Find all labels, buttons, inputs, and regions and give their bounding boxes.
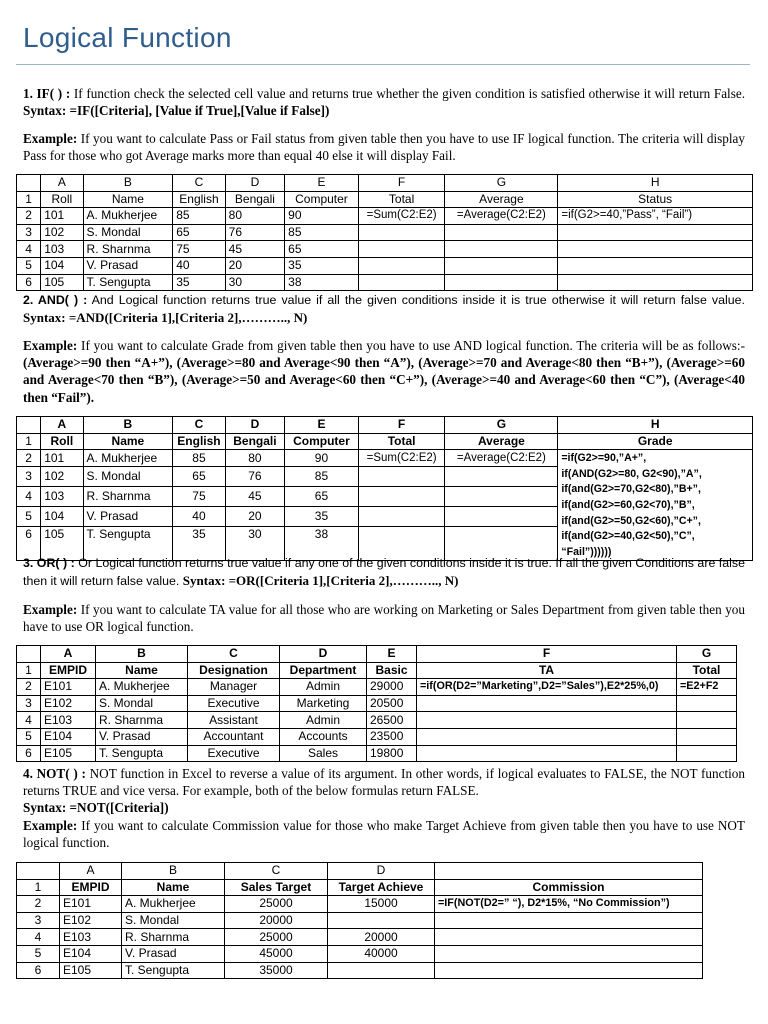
col-letter: E <box>285 417 359 434</box>
table-cell: T. Sengupta <box>122 962 225 979</box>
if-example-label: Example: <box>23 131 78 146</box>
table-cell: 4 <box>17 241 41 258</box>
column-letter-row <box>17 175 753 192</box>
table-cell: Basic <box>367 662 417 679</box>
table-cell <box>677 695 737 712</box>
table-row <box>17 208 753 225</box>
table-cell: 85 <box>173 208 225 225</box>
table-cell: V. Prasad <box>96 728 188 745</box>
table-cell: Admin <box>280 712 367 729</box>
col-letter: H <box>558 175 753 192</box>
table-cell: S. Mondal <box>96 695 188 712</box>
table-cell: E102 <box>41 695 96 712</box>
table-cell: 35 <box>173 527 225 561</box>
table-cell: EMPID <box>60 879 122 896</box>
not-heading: 4. NOT( ) : <box>23 766 86 781</box>
table-cell: E105 <box>60 962 122 979</box>
table-cell: 35 <box>285 507 359 527</box>
table-cell: 3 <box>17 912 60 929</box>
table-cell: B <box>96 646 188 663</box>
if-heading: 1. IF( ) : <box>23 86 71 101</box>
header-cell: Roll <box>41 433 83 450</box>
header-cell: Total <box>358 191 445 208</box>
table-cell: E104 <box>41 728 96 745</box>
table-cell: 20000 <box>225 912 328 929</box>
table-cell <box>417 695 677 712</box>
table-cell <box>17 175 41 192</box>
table-cell: 29000 <box>367 679 417 696</box>
title-divider <box>16 64 750 65</box>
and-example-label: Example: <box>23 338 78 353</box>
table-cell: 5 <box>17 728 41 745</box>
col-letter: G <box>445 175 558 192</box>
table-cell: 40 <box>173 507 225 527</box>
table-row <box>17 257 753 274</box>
table-cell: 85 <box>285 466 359 486</box>
table-cell: 5 <box>17 507 41 527</box>
table-cell <box>358 466 445 486</box>
table-cell: Admin <box>280 679 367 696</box>
table-cell <box>358 486 445 506</box>
header-cell: Bengali <box>225 433 284 450</box>
table-cell: 80 <box>225 450 284 467</box>
table-cell <box>328 912 435 929</box>
table-cell: 65 <box>285 486 359 506</box>
table-cell: R. Sharnma <box>122 929 225 946</box>
table-cell: Accountant <box>188 728 280 745</box>
table-cell: 26500 <box>367 712 417 729</box>
table-cell: 23500 <box>367 728 417 745</box>
and-syntax: Syntax: =AND([Criteria 1],[Criteria 2],……….., N) <box>23 310 308 326</box>
table-cell: =Average(C2:E2) <box>445 450 558 467</box>
table-cell: 65 <box>173 466 225 486</box>
table-cell: 80 <box>225 208 284 225</box>
and-description <box>23 292 745 327</box>
table-cell: 5 <box>17 945 60 962</box>
header-row <box>17 433 753 450</box>
table-cell: =Sum(C2:E2) <box>358 450 445 467</box>
table-cell: E102 <box>60 912 122 929</box>
table-row <box>17 695 737 712</box>
col-letter: B <box>83 175 173 192</box>
table-cell: 25000 <box>225 929 328 946</box>
table-cell: A. Mukherjee <box>83 450 173 467</box>
table-cell <box>435 962 703 979</box>
table-cell: 35000 <box>225 962 328 979</box>
table-cell <box>358 507 445 527</box>
col-letter: A <box>41 175 83 192</box>
formula-line: if(AND(G2>=80, G2<90),”A”, <box>561 467 702 480</box>
column-letter-row <box>17 417 753 434</box>
table-cell: C <box>225 863 328 880</box>
table-cell: 6 <box>17 745 41 762</box>
table-row <box>17 224 753 241</box>
table-cell: 6 <box>17 527 41 561</box>
table-row <box>17 962 703 979</box>
table-cell: 20000 <box>328 929 435 946</box>
table-cell: Commission <box>435 879 703 896</box>
table-cell <box>358 274 445 291</box>
header-cell: Name <box>83 433 173 450</box>
table-cell: E103 <box>41 712 96 729</box>
or-example-text: If you want to calculate TA value for all those who are working on Marketing or Sales Department from given table then you have to use OR logical function. <box>23 602 745 635</box>
table-cell: 35 <box>285 257 359 274</box>
if-description <box>23 85 745 119</box>
table-cell: 76 <box>225 224 284 241</box>
table-cell: S. Mondal <box>83 466 173 486</box>
table-cell: 45 <box>225 241 284 258</box>
and-text: And Logical function returns true value if all the given conditions inside it is true otherwise it will return false value. <box>87 293 745 307</box>
table-cell: Accounts <box>280 728 367 745</box>
header-cell: Roll <box>41 191 83 208</box>
table-cell: 38 <box>285 274 359 291</box>
table-cell <box>435 912 703 929</box>
table-cell: 65 <box>173 224 225 241</box>
header-cell: English <box>173 433 225 450</box>
table-cell: S. Mondal <box>122 912 225 929</box>
table-cell <box>417 712 677 729</box>
table-cell: EMPID <box>41 662 96 679</box>
table-cell: F <box>417 646 677 663</box>
and-example-text: If you want to calculate Grade from given table then you have to use AND logical function. The criteria will be as follows:- <box>77 338 745 353</box>
table-cell: 6 <box>17 962 60 979</box>
table-cell: S. Mondal <box>83 224 173 241</box>
header-cell: Average <box>445 191 558 208</box>
table-cell: Target Achieve <box>328 879 435 896</box>
table-cell: Sales Target <box>225 879 328 896</box>
table-cell: 90 <box>285 450 359 467</box>
table-cell <box>445 466 558 486</box>
table-row <box>17 679 737 696</box>
table-cell <box>677 712 737 729</box>
not-example-label: Example: <box>23 817 78 833</box>
table-cell <box>558 257 753 274</box>
header-cell: Computer <box>285 191 359 208</box>
col-letter: F <box>358 175 445 192</box>
formula-line: if(and(G2>=70,G2<80),”B+”, <box>561 483 701 496</box>
if-text: If function check the selected cell value and returns true whether the given condition is satisfied otherwise it will return False. <box>70 86 745 101</box>
or-example-label: Example: <box>23 602 78 617</box>
table-cell: Total <box>677 662 737 679</box>
header-cell: Name <box>83 191 173 208</box>
table-cell: =Average(C2:E2) <box>445 208 558 225</box>
table-cell: TA <box>417 662 677 679</box>
table-cell: 3 <box>17 695 41 712</box>
table-cell: =IF(NOT(D2=” “), D2*15%, “No Commission”) <box>435 896 703 913</box>
header-cell: Average <box>445 433 558 450</box>
table-cell: 4 <box>17 486 41 506</box>
table-cell: B <box>122 863 225 880</box>
table-cell: 15000 <box>328 896 435 913</box>
header-cell: Grade <box>558 433 753 450</box>
formula-line: if(and(G2>=40,G2<50),”C”, <box>561 530 695 543</box>
formula-line: “Fail”)))))) <box>561 545 612 558</box>
table-cell <box>445 507 558 527</box>
table-row <box>17 712 737 729</box>
table-cell <box>358 224 445 241</box>
table-cell <box>417 745 677 762</box>
table-cell <box>17 417 41 434</box>
table-row <box>17 929 703 946</box>
table-cell: 101 <box>41 450 83 467</box>
table-cell: E101 <box>41 679 96 696</box>
table-cell: T. Sengupta <box>96 745 188 762</box>
not-description <box>23 765 745 851</box>
table-cell: R. Sharnma <box>96 712 188 729</box>
table-cell: E101 <box>60 896 122 913</box>
table-cell: 85 <box>173 450 225 467</box>
header-cell: English <box>173 191 225 208</box>
table-cell: Assistant <box>188 712 280 729</box>
col-letter: A <box>41 417 83 434</box>
table-cell: 40000 <box>328 945 435 962</box>
if-example <box>23 130 745 164</box>
table-cell: 2 <box>17 679 41 696</box>
table-row <box>17 274 753 291</box>
table-cell <box>445 241 558 258</box>
table-cell: R. Sharnma <box>83 241 173 258</box>
formula-line: if(and(G2>=50,G2<60),”C+”, <box>561 514 701 527</box>
table-cell: 103 <box>41 486 83 506</box>
table-cell: 102 <box>41 466 83 486</box>
table-cell: A. Mukherjee <box>122 896 225 913</box>
table-cell: 6 <box>17 274 41 291</box>
table-cell <box>328 962 435 979</box>
or-heading: 3. OR( ) : <box>23 556 75 570</box>
table-cell <box>417 728 677 745</box>
table-cell: Executive <box>188 745 280 762</box>
table-cell <box>445 257 558 274</box>
table-cell: 2 <box>17 208 41 225</box>
header-row <box>17 662 737 679</box>
col-letter: E <box>285 175 359 192</box>
not-example-text: If you want to calculate Commission value for those who make Target Achieve from given table then you have to use NOT logical function. <box>23 817 745 850</box>
page-title: Logical Function <box>23 22 232 53</box>
table-row <box>17 241 753 258</box>
table-cell: 25000 <box>225 896 328 913</box>
table-cell: E104 <box>60 945 122 962</box>
table-cell: 4 <box>17 929 60 946</box>
table-cell <box>435 929 703 946</box>
table-cell: 2 <box>17 896 60 913</box>
table-cell: 20 <box>225 257 284 274</box>
table-cell <box>558 224 753 241</box>
table-cell: =if(OR(D2=”Marketing”,D2=”Sales”),E2*25%,0) <box>417 679 677 696</box>
table-cell: 104 <box>41 507 83 527</box>
table-cell <box>435 863 703 880</box>
table-cell: =E2+F2 <box>677 679 737 696</box>
col-letter: D <box>225 175 284 192</box>
table-cell: E103 <box>60 929 122 946</box>
table-cell <box>445 274 558 291</box>
table-cell: T. Sengupta <box>83 274 173 291</box>
table-cell: Sales <box>280 745 367 762</box>
or-example <box>23 601 745 635</box>
if-example-text: If you want to calculate Pass or Fail status from given table then you have to use IF logical function. The criteria will display Pass for those who got Average marks more than equal 40 else it will display Fail. <box>23 131 745 164</box>
table-cell <box>358 241 445 258</box>
not-table <box>16 862 703 979</box>
table-cell: 4 <box>17 712 41 729</box>
header-row <box>17 879 703 896</box>
table-row <box>17 745 737 762</box>
header-cell: Bengali <box>225 191 284 208</box>
table-cell: R. Sharnma <box>83 486 173 506</box>
column-letter-row <box>17 863 703 880</box>
table-cell <box>558 241 753 258</box>
table-cell <box>17 863 60 880</box>
and-table <box>16 416 753 561</box>
table-cell: 40 <box>173 257 225 274</box>
table-cell: 1 <box>17 879 60 896</box>
or-syntax: Syntax: =OR([Criteria 1],[Criteria 2],……….., N) <box>182 573 459 589</box>
table-cell: Executive <box>188 695 280 712</box>
if-table <box>16 174 753 291</box>
table-cell: V. Prasad <box>83 507 173 527</box>
table-cell: 85 <box>285 224 359 241</box>
and-heading: 2. AND( ) : <box>23 293 88 307</box>
table-cell <box>17 646 41 663</box>
header-cell: Status <box>558 191 753 208</box>
table-cell: E <box>367 646 417 663</box>
column-letter-row <box>17 646 737 663</box>
table-cell: 3 <box>17 224 41 241</box>
header-row <box>17 191 753 208</box>
table-cell: A <box>60 863 122 880</box>
formula-line: =if(G2>=90,”A+”, <box>561 452 647 465</box>
table-cell: A. Mukherjee <box>96 679 188 696</box>
col-letter: C <box>173 417 225 434</box>
col-letter: H <box>558 417 753 434</box>
and-example <box>23 337 745 406</box>
table-cell: 45000 <box>225 945 328 962</box>
table-cell: D <box>328 863 435 880</box>
if-syntax: Syntax: =IF([Criteria], [Value if True],[Value if False]) <box>23 103 330 119</box>
table-cell: Name <box>96 662 188 679</box>
table-cell <box>677 728 737 745</box>
grade-formula-cell <box>558 450 753 561</box>
header-cell: Total <box>358 433 445 450</box>
table-cell: 101 <box>41 208 83 225</box>
or-table <box>16 645 737 762</box>
table-cell <box>677 745 737 762</box>
not-text: NOT function in Excel to reverse a value of its argument. In other words, if logical evaluates to FALSE, the NOT function returns TRUE and vice versa. For example, both of the below formulas return FALSE. <box>23 766 745 799</box>
table-cell: 105 <box>41 274 83 291</box>
and-criteria: (Average>=90 then “A+”), (Average>=80 and Average<90 then “A”), (Average>=70 and Average<80 then “B+”), (Average>=60 and Average<70 then “B”), (Average>=50 and Average<60 then “C+”), (Average>=40 and Average<60 then “C”), (Average<40 then “Fail”). <box>23 355 745 405</box>
table-cell: 104 <box>41 257 83 274</box>
table-cell: A. Mukherjee <box>83 208 173 225</box>
table-cell: 30 <box>225 527 284 561</box>
table-cell <box>558 274 753 291</box>
table-cell: =Sum(C2:E2) <box>358 208 445 225</box>
table-cell <box>445 224 558 241</box>
table-cell: Marketing <box>280 695 367 712</box>
table-cell: 30 <box>225 274 284 291</box>
table-cell: 76 <box>225 466 284 486</box>
table-cell: =if(G2>=40,”Pass”, “Fail”) <box>558 208 753 225</box>
col-letter: B <box>83 417 173 434</box>
table-cell: 45 <box>225 486 284 506</box>
table-cell: T. Sengupta <box>83 527 173 561</box>
table-cell: 5 <box>17 257 41 274</box>
table-row <box>17 896 703 913</box>
table-cell: Department <box>280 662 367 679</box>
table-cell <box>358 257 445 274</box>
table-cell: 65 <box>285 241 359 258</box>
table-cell: 1 <box>17 662 41 679</box>
or-text: Or Logical function returns true value if any one of the given conditions inside it is true. If all the given Conditions are false then it will return false value. <box>23 556 745 589</box>
table-row <box>17 450 753 467</box>
or-description <box>23 555 745 590</box>
table-cell: 103 <box>41 241 83 258</box>
table-cell: 2 <box>17 450 41 467</box>
table-cell <box>435 945 703 962</box>
table-cell: V. Prasad <box>83 257 173 274</box>
formula-line: if(and(G2>=60,G2<70),”B”, <box>561 498 695 511</box>
table-cell: G <box>677 646 737 663</box>
table-row <box>17 945 703 962</box>
col-letter: C <box>173 175 225 192</box>
table-cell: 35 <box>173 274 225 291</box>
col-letter: G <box>445 417 558 434</box>
table-cell: V. Prasad <box>122 945 225 962</box>
not-syntax: Syntax: =NOT([Criteria]) <box>23 800 169 816</box>
table-cell: D <box>280 646 367 663</box>
table-cell: Manager <box>188 679 280 696</box>
table-cell: 20 <box>225 507 284 527</box>
col-letter: F <box>358 417 445 434</box>
table-cell: 75 <box>173 241 225 258</box>
table-cell: E105 <box>41 745 96 762</box>
table-cell: 75 <box>173 486 225 506</box>
header-cell: Computer <box>285 433 359 450</box>
col-letter: D <box>225 417 284 434</box>
table-cell: Name <box>122 879 225 896</box>
table-cell: 20500 <box>367 695 417 712</box>
table-cell: Designation <box>188 662 280 679</box>
table-cell: 1 <box>17 191 41 208</box>
table-cell: 102 <box>41 224 83 241</box>
table-cell: C <box>188 646 280 663</box>
table-cell: 19800 <box>367 745 417 762</box>
table-cell <box>445 486 558 506</box>
table-cell: 3 <box>17 466 41 486</box>
table-cell: 1 <box>17 433 41 450</box>
table-cell: A <box>41 646 96 663</box>
table-cell: 90 <box>285 208 359 225</box>
table-row <box>17 728 737 745</box>
table-cell: 105 <box>41 527 83 561</box>
table-cell: 38 <box>285 527 359 561</box>
table-row <box>17 912 703 929</box>
